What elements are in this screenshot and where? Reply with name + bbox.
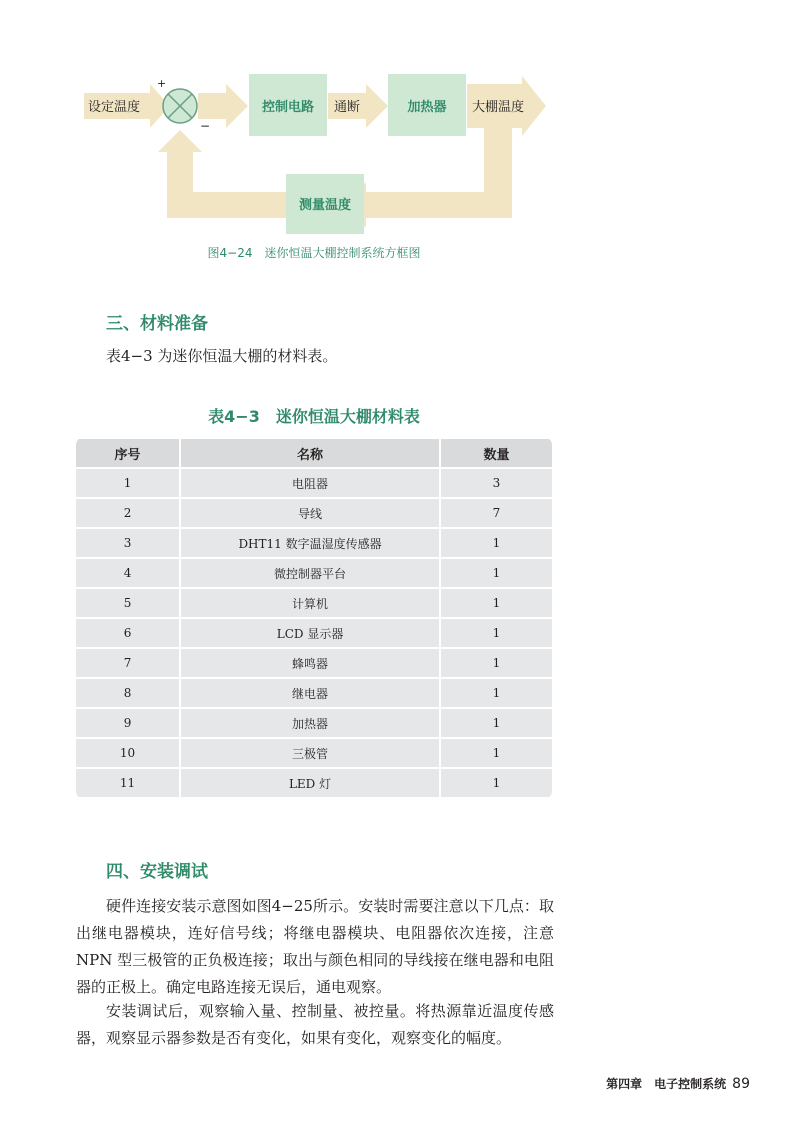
cell-quantity: 1 (441, 649, 552, 677)
cell-index: 2 (76, 499, 181, 527)
cell-quantity: 1 (441, 709, 552, 737)
cell-quantity: 7 (441, 499, 552, 527)
cell-name: 三极管 (181, 739, 441, 767)
header-name: 名称 (181, 439, 441, 467)
feedback-arrowhead-up (158, 130, 202, 152)
header-quantity: 数量 (441, 439, 552, 467)
cell-index: 7 (76, 649, 181, 677)
cell-name: 蜂鸣器 (181, 649, 441, 677)
control-block-diagram (0, 0, 640, 240)
page-footer (560, 1075, 750, 1092)
table-row (76, 739, 552, 767)
cell-index: 4 (76, 559, 181, 587)
table-row (76, 649, 552, 677)
cell-name: 计算机 (181, 589, 441, 617)
input-label: 设定温度 (87, 100, 141, 115)
cell-quantity: 1 (441, 529, 552, 557)
section-intro: 表4−3 为迷你恒温大棚的材料表。 (106, 347, 338, 365)
cell-index: 10 (76, 739, 181, 767)
cell-quantity: 1 (441, 559, 552, 587)
plus-sign: + (157, 77, 167, 90)
cell-name: 继电器 (181, 679, 441, 707)
table-row (76, 619, 552, 647)
cell-index: 3 (76, 529, 181, 557)
table-row (76, 499, 552, 527)
table-row (76, 469, 552, 497)
cell-index: 5 (76, 589, 181, 617)
cell-name: 微控制器平台 (181, 559, 441, 587)
cell-quantity: 3 (441, 469, 552, 497)
cell-name: 导线 (181, 499, 441, 527)
table-row (76, 679, 552, 707)
cell-name: LED 灯 (181, 769, 441, 797)
cell-index: 1 (76, 469, 181, 497)
paragraph-installation: 硬件连接安装示意图如图4−25所示。安装时需要注意以下几点：取出继电器模块，连好信号线；将继电器模块、电阻器依次连接，注意NPN 型三极管的正负极连接；取出与颜色相同的导线接在继电器和电阻器的正极上。确定电路连接无误后，通电观察。 (76, 897, 554, 996)
cell-quantity: 1 (441, 679, 552, 707)
cell-index: 11 (76, 769, 181, 797)
controller-label: 控制电路 (261, 100, 315, 115)
table-row (76, 529, 552, 557)
materials-table (76, 437, 552, 799)
actuator-label: 加热器 (407, 100, 447, 115)
page-number: 89 (732, 1076, 750, 1092)
table-title: 表4−3 迷你恒温大棚材料表 (208, 407, 420, 426)
chapter-title: 第四章 电子控制系统 (606, 1077, 727, 1091)
cell-name: 加热器 (181, 709, 441, 737)
feedback-down-arrow (366, 128, 512, 218)
table-header-row (76, 439, 552, 467)
table-row (76, 589, 552, 617)
cell-index: 9 (76, 709, 181, 737)
cell-name: 电阻器 (181, 469, 441, 497)
paragraph-debugging: 安装调试后，观察输入量、控制量、被控量。将热源靠近温度传感器，观察显示器参数是否有变化，如果有变化，观察变化的幅度。 (76, 1002, 554, 1047)
cell-quantity: 1 (441, 589, 552, 617)
cell-quantity: 1 (441, 619, 552, 647)
cell-name: LCD 显示器 (181, 619, 441, 647)
cell-quantity: 1 (441, 739, 552, 767)
section-heading-materials: 三、材料准备 (106, 314, 208, 334)
cell-index: 6 (76, 619, 181, 647)
section-heading-installation: 四、安装调试 (106, 862, 208, 882)
figure-caption: 图4−24 迷你恒温大棚控制系统方框图 (207, 246, 421, 260)
sensor-label: 测量温度 (298, 198, 352, 213)
feedback-return-arrow (167, 150, 286, 218)
output-label: 大棚温度 (471, 100, 525, 115)
header-index: 序号 (76, 439, 181, 467)
table-row (76, 559, 552, 587)
cell-index: 8 (76, 679, 181, 707)
table-row (76, 769, 552, 797)
signal-label: 通断 (333, 100, 361, 115)
table-row (76, 709, 552, 737)
cell-quantity: 1 (441, 769, 552, 797)
minus-sign: − (200, 119, 211, 133)
cell-name: DHT11 数字温湿度传感器 (181, 529, 441, 557)
